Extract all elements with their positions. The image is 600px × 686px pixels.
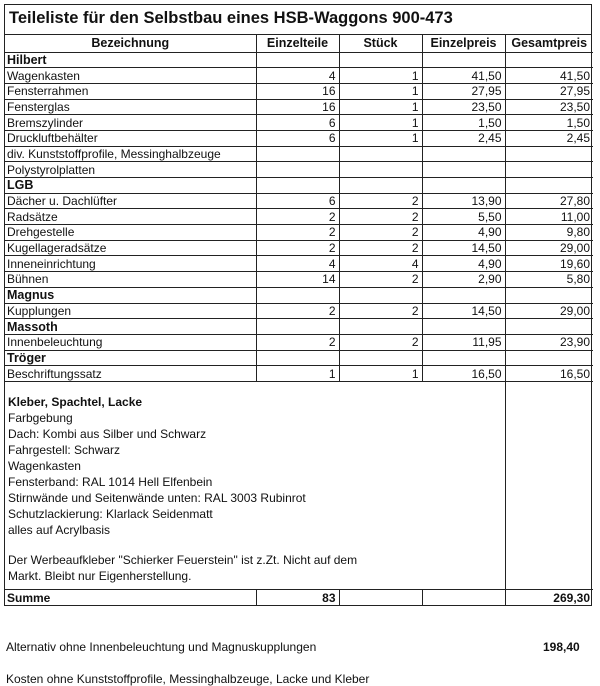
table-row (5, 68, 593, 84)
notes-footer-line: Markt. Bleibt nur Eigenherstellung. (8, 568, 192, 583)
item-einzelteile: 6 (256, 115, 339, 131)
table-row (5, 256, 593, 272)
empty-cell (505, 52, 593, 68)
item-name: Fensterglas (5, 99, 256, 115)
header-bezeichnung: Bezeichnung (5, 35, 256, 52)
item-name: Kupplungen (5, 303, 256, 319)
item-stueck: 1 (339, 83, 422, 99)
table-row (5, 115, 593, 131)
notes-empty-cell (505, 381, 593, 589)
notes-line: Fahrgestell: Schwarz (8, 442, 121, 457)
item-stueck: 1 (339, 68, 422, 84)
item-einzelpreis: 5,50 (422, 209, 505, 225)
header-gesamtpreis: Gesamtpreis (505, 35, 593, 52)
item-einzelpreis: 1,50 (422, 115, 505, 131)
item-stueck: 2 (339, 334, 422, 350)
item-gesamtpreis: 19,60 (505, 256, 593, 272)
header-stueck: Stück (339, 35, 422, 52)
item-einzelteile: 6 (256, 193, 339, 209)
item-name: Bremszylinder (5, 115, 256, 131)
item-einzelteile: 2 (256, 240, 339, 256)
item-stueck: 2 (339, 209, 422, 225)
item-gesamtpreis: 23,90 (505, 334, 593, 350)
summary-gesamt: 269,30 (505, 589, 593, 605)
table-row (5, 272, 593, 288)
table-row (5, 303, 593, 319)
item-name: Dächer u. Dachlüfter (5, 193, 256, 209)
group-row (5, 52, 593, 68)
summary-label: Summe (5, 589, 256, 605)
notes-line: Dach: Kombi aus Silber und Schwarz (8, 426, 207, 441)
item-einzelpreis: 2,45 (422, 130, 505, 146)
group-label: LGB (5, 178, 256, 194)
empty-cell (339, 52, 422, 68)
item-einzelteile: 2 (256, 209, 339, 225)
item-gesamtpreis: 29,00 (505, 303, 593, 319)
item-stueck: 1 (339, 366, 422, 382)
item-name: div. Kunststoffprofile, Messinghalbzeuge (5, 146, 256, 162)
empty-cell (422, 178, 505, 194)
alternative-label: Alternativ ohne Innenbeleuchtung und Magnuskupplungen (6, 640, 317, 654)
item-gesamtpreis: 9,80 (505, 225, 593, 241)
empty-cell (256, 178, 339, 194)
cost-note-line (6, 672, 369, 686)
empty-cell (256, 350, 339, 366)
alternative-line (6, 640, 580, 654)
item-einzelteile: 16 (256, 83, 339, 99)
item-stueck: 4 (339, 256, 422, 272)
item-stueck: 2 (339, 225, 422, 241)
item-einzelpreis: 14,50 (422, 303, 505, 319)
empty-cell (505, 287, 593, 303)
item-einzelteile (256, 146, 339, 162)
item-stueck (339, 162, 422, 178)
item-einzelteile: 2 (256, 303, 339, 319)
item-name: Druckluftbehälter (5, 130, 256, 146)
item-name: Innenbeleuchtung (5, 334, 256, 350)
item-einzelpreis: 2,90 (422, 272, 505, 288)
empty-cell (422, 350, 505, 366)
item-einzelteile: 16 (256, 99, 339, 115)
cost-note-label: Kosten ohne Kunststoffprofile, Messinghalbzeuge, Lacke und Kleber (6, 672, 370, 686)
empty-cell (256, 319, 339, 335)
table-row (5, 225, 593, 241)
empty-cell (256, 287, 339, 303)
item-stueck: 1 (339, 99, 422, 115)
item-stueck (339, 146, 422, 162)
empty-cell (505, 178, 593, 194)
item-stueck: 1 (339, 115, 422, 131)
empty-cell (422, 319, 505, 335)
empty-cell (422, 287, 505, 303)
item-name: Radsätze (5, 209, 256, 225)
group-label: Tröger (5, 350, 256, 366)
header-einzelpreis: Einzelpreis (422, 35, 505, 52)
summary-teile: 83 (256, 589, 339, 605)
table-row (5, 146, 593, 162)
notes-row (5, 381, 593, 589)
table-row (5, 83, 593, 99)
item-gesamtpreis (505, 146, 593, 162)
item-name: Drehgestelle (5, 225, 256, 241)
item-gesamtpreis: 16,50 (505, 366, 593, 382)
item-gesamtpreis: 1,50 (505, 115, 593, 131)
item-name: Polystyrolplatten (5, 162, 256, 178)
empty-cell (339, 350, 422, 366)
empty-cell (256, 52, 339, 68)
item-gesamtpreis: 5,80 (505, 272, 593, 288)
table-row (5, 162, 593, 178)
notes-cell (5, 381, 505, 589)
item-gesamtpreis: 27,95 (505, 83, 593, 99)
empty-cell (505, 350, 593, 366)
item-gesamtpreis: 23,50 (505, 99, 593, 115)
item-einzelteile: 2 (256, 334, 339, 350)
item-name: Fensterrahmen (5, 83, 256, 99)
table-row (5, 209, 593, 225)
document-title: Teileliste für den Selbstbau eines HSB-Waggons 900-473 (5, 5, 591, 35)
item-einzelteile: 2 (256, 225, 339, 241)
table-row (5, 240, 593, 256)
summary-empty (339, 589, 422, 605)
item-einzelpreis: 41,50 (422, 68, 505, 84)
empty-cell (422, 52, 505, 68)
notes-line: Wagenkasten (8, 458, 81, 473)
notes-footer-line: Der Werbeaufkleber "Schierker Feuerstein" ist z.Zt. Nicht auf dem (8, 552, 358, 567)
item-gesamtpreis: 41,50 (505, 68, 593, 84)
item-einzelpreis: 16,50 (422, 366, 505, 382)
empty-cell (505, 319, 593, 335)
item-einzelpreis: 13,90 (422, 193, 505, 209)
item-einzelteile (256, 162, 339, 178)
item-name: Inneneinrichtung (5, 256, 256, 272)
item-einzelteile: 4 (256, 256, 339, 272)
item-name: Beschriftungssatz (5, 366, 256, 382)
empty-cell (339, 287, 422, 303)
summary-empty (422, 589, 505, 605)
empty-cell (339, 319, 422, 335)
group-label: Hilbert (5, 52, 256, 68)
parts-list-sheet (4, 4, 592, 606)
notes-spacer (8, 538, 502, 552)
notes-line: Stirnwände und Seitenwände unten: RAL 3003 Rubinrot (8, 490, 306, 505)
notes-line: Farbgebung (8, 410, 73, 425)
empty-cell (339, 178, 422, 194)
item-stueck: 2 (339, 272, 422, 288)
item-einzelteile: 14 (256, 272, 339, 288)
group-label: Massoth (5, 319, 256, 335)
item-name: Wagenkasten (5, 68, 256, 84)
item-einzelpreis: 14,50 (422, 240, 505, 256)
item-gesamtpreis: 2,45 (505, 130, 593, 146)
item-name: Kugellageradsätze (5, 240, 256, 256)
header-einzelteile: Einzelteile (256, 35, 339, 52)
notes-title: Kleber, Spachtel, Lacke (8, 394, 143, 409)
item-einzelpreis: 27,95 (422, 83, 505, 99)
item-stueck: 2 (339, 240, 422, 256)
item-einzelpreis: 11,95 (422, 334, 505, 350)
item-gesamtpreis: 27,80 (505, 193, 593, 209)
group-row (5, 350, 593, 366)
item-einzelteile: 6 (256, 130, 339, 146)
table-row (5, 99, 593, 115)
group-row (5, 287, 593, 303)
table-header-row (5, 35, 593, 52)
notes-line: Fensterband: RAL 1014 Hell Elfenbein (8, 474, 213, 489)
item-einzelpreis (422, 162, 505, 178)
item-gesamtpreis (505, 162, 593, 178)
table-row (5, 130, 593, 146)
table-row (5, 193, 593, 209)
item-gesamtpreis: 29,00 (505, 240, 593, 256)
item-stueck: 1 (339, 130, 422, 146)
group-row (5, 319, 593, 335)
item-name: Bühnen (5, 272, 256, 288)
alternative-value: 198,40 (543, 640, 580, 654)
item-gesamtpreis: 11,00 (505, 209, 593, 225)
group-label: Magnus (5, 287, 256, 303)
table-row (5, 334, 593, 350)
item-einzelpreis: 4,90 (422, 225, 505, 241)
item-einzelpreis: 4,90 (422, 256, 505, 272)
item-stueck: 2 (339, 303, 422, 319)
notes-line: alles auf Acrylbasis (8, 522, 111, 537)
group-row (5, 178, 593, 194)
item-einzelteile: 1 (256, 366, 339, 382)
summary-row (5, 589, 593, 605)
parts-table (5, 35, 593, 605)
item-einzelteile: 4 (256, 68, 339, 84)
item-einzelpreis (422, 146, 505, 162)
item-einzelpreis: 23,50 (422, 99, 505, 115)
item-stueck: 2 (339, 193, 422, 209)
notes-line: Schutzlackierung: Klarlack Seidenmatt (8, 506, 213, 521)
table-row (5, 366, 593, 382)
